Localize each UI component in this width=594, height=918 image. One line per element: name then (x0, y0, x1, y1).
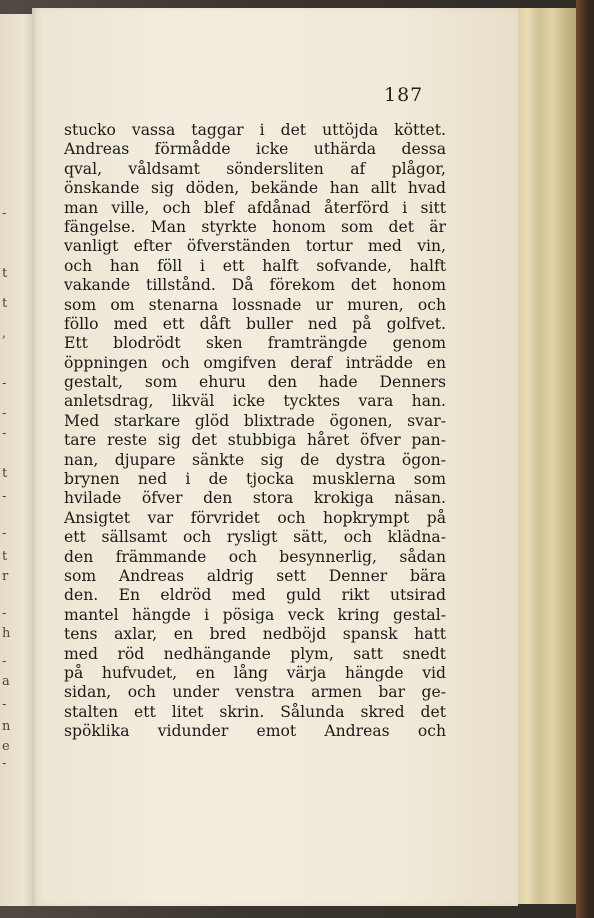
previous-page-margin-text (0, 14, 34, 906)
text-line: qval, våldsamt söndersliten af plågor, (64, 159, 446, 178)
text-line: och han föll i ett halft sofvande, halft (64, 256, 446, 275)
text-line: hvilade öfver den stora krokiga näsan. (64, 489, 446, 508)
page-number: 187 (384, 84, 424, 106)
text-line: vakande tillstånd. Då förekom det honom (64, 276, 446, 295)
margin-glyph: - (2, 426, 7, 441)
text-line: mantel hängde i pösiga veck kring gestal- (64, 605, 446, 624)
margin-glyph: - (2, 654, 7, 669)
text-line: spöklika vidunder emot Andreas och (64, 722, 446, 741)
text-line: sidan, och under venstra armen bar ge- (64, 683, 446, 702)
text-line: Med starkare glöd blixtrade ögonen, svar- (64, 411, 446, 430)
margin-glyph: - (2, 206, 7, 221)
margin-glyph: t (2, 296, 8, 311)
margin-glyph: - (2, 526, 7, 541)
text-line: fängelse. Man styrkte honom som det är (64, 217, 446, 236)
text-line: som Andreas aldrig sett Denner bära (64, 566, 446, 585)
text-line: med röd nedhängande plym, satt snedt (64, 644, 446, 663)
text-line: på hufvudet, en lång värja hängde vid (64, 663, 446, 682)
book-cover-edge (576, 0, 594, 918)
text-line: önskande sig döden, bekände han allt hvad (64, 179, 446, 198)
margin-glyph: r (2, 569, 9, 584)
text-line: stucko vassa taggar i det uttöjda köttet. (64, 121, 446, 139)
margin-glyph: - (2, 406, 7, 421)
text-line: Ett blodrödt sken framträngde genom (64, 334, 446, 353)
margin-glyph: n (2, 719, 11, 734)
text-line: anletsdrag, likväl icke tycktes vara han. (64, 392, 446, 411)
text-line: som om stenarna lossnade ur muren, och (64, 295, 446, 314)
text-line: ett sällsamt och rysligt sätt, och klädna- (64, 528, 446, 547)
text-line: föllo med ett dåft buller ned på golfvet. (64, 314, 446, 333)
text-line: den främmande och besynnerlig, sådan (64, 547, 446, 566)
margin-glyph: t (2, 549, 8, 564)
text-line: brynen ned i de tjocka musklerna som (64, 470, 446, 489)
text-line: tens axlar, en bred nedböjd spansk hatt (64, 625, 446, 644)
margin-glyph: - (2, 697, 7, 712)
text-line: nan, djupare sänkte sig de dystra ögon- (64, 450, 446, 469)
margin-glyph: - (2, 376, 7, 391)
text-line: man ville, och blef afdånad återförd i sitt (64, 198, 446, 217)
margin-glyph: , (2, 326, 7, 341)
text-line: tare reste sig det stubbiga håret öfver pan- (64, 431, 446, 450)
text-line: gestalt, som ehuru den hade Denners (64, 373, 446, 392)
text-line: stalten ett litet skrin. Sålunda skred det (64, 702, 446, 721)
margin-glyph: - (2, 756, 7, 771)
margin-glyph: e (2, 739, 10, 754)
page-text-block (64, 121, 446, 742)
text-line: öppningen och omgifven deraf inträdde en (64, 353, 446, 372)
text-line: den. En eldröd med guld rikt utsirad (64, 586, 446, 605)
margin-glyph: t (2, 266, 8, 281)
margin-glyph: t (2, 466, 8, 481)
text-line: Ansigtet var förvridet och hopkrympt på (64, 508, 446, 527)
page-stack-edge (514, 8, 577, 904)
margin-glyph: h (2, 626, 11, 641)
text-line: vanligt efter öfverständen tortur med vin, (64, 237, 446, 256)
text-line: Andreas förmådde icke uthärda dessa (64, 140, 446, 159)
margin-glyph: - (2, 606, 7, 621)
margin-glyph: a (2, 674, 10, 689)
margin-glyph: - (2, 489, 7, 504)
